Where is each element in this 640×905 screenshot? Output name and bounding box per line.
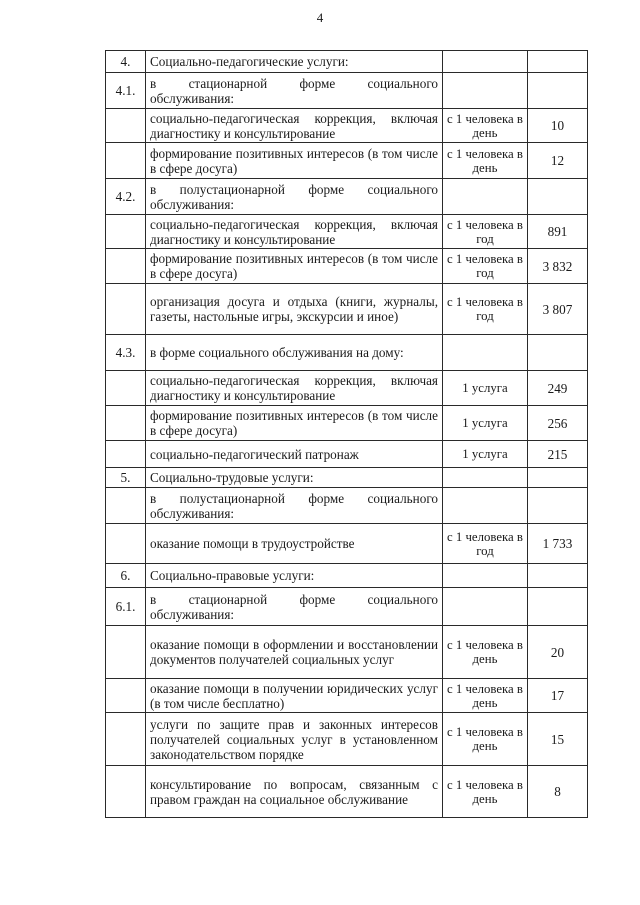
service-name: оказание помощи в трудоустройстве	[146, 524, 443, 564]
service-volume: 1 733	[528, 524, 588, 564]
row-number	[106, 713, 146, 766]
row-number: 4.1.	[106, 73, 146, 109]
service-volume: 249	[528, 371, 588, 406]
table-row	[106, 406, 588, 441]
service-name: в полустационарной форме социального обслуживания:	[146, 179, 443, 215]
table-row	[106, 713, 588, 766]
service-name: в форме социального обслуживания на дому:	[146, 335, 443, 371]
row-number	[106, 441, 146, 468]
table-row	[106, 371, 588, 406]
table-row	[106, 143, 588, 179]
page-number: 4	[316, 10, 324, 25]
unit-of-measure: с 1 человека в год	[443, 249, 528, 284]
table-row	[106, 468, 588, 488]
unit-of-measure: с 1 человека в год	[443, 284, 528, 335]
table-row	[106, 109, 588, 143]
row-number	[106, 371, 146, 406]
service-name: в полустационарной форме социального обслуживания:	[146, 488, 443, 524]
table-row	[106, 179, 588, 215]
unit-of-measure: с 1 человека в день	[443, 626, 528, 679]
service-volume: 215	[528, 441, 588, 468]
unit-of-measure: с 1 человека в день	[443, 109, 528, 143]
service-volume: 17	[528, 679, 588, 713]
service-name: Социально-трудовые услуги:	[146, 468, 443, 488]
table-row	[106, 441, 588, 468]
row-number	[106, 488, 146, 524]
service-volume	[528, 73, 588, 109]
row-number	[106, 249, 146, 284]
service-volume: 15	[528, 713, 588, 766]
row-number	[106, 284, 146, 335]
table-row	[106, 766, 588, 818]
unit-of-measure	[443, 588, 528, 626]
row-number: 5.	[106, 468, 146, 488]
table-row	[106, 564, 588, 588]
unit-of-measure	[443, 335, 528, 371]
service-name: формирование позитивных интересов (в том числе в сфере досуга)	[146, 249, 443, 284]
table-row	[106, 588, 588, 626]
unit-of-measure: с 1 человека в день	[443, 766, 528, 818]
unit-of-measure	[443, 51, 528, 73]
table-row	[106, 51, 588, 73]
service-volume: 3 807	[528, 284, 588, 335]
unit-of-measure	[443, 564, 528, 588]
row-number: 4.3.	[106, 335, 146, 371]
service-name: оказание помощи в получении юридических услуг (в том числе бесплатно)	[146, 679, 443, 713]
unit-of-measure: с 1 человека в год	[443, 524, 528, 564]
service-volume: 8	[528, 766, 588, 818]
services-table	[105, 50, 588, 818]
service-name: в стационарной форме социального обслуживания:	[146, 588, 443, 626]
row-number: 4.	[106, 51, 146, 73]
unit-of-measure	[443, 179, 528, 215]
service-name: формирование позитивных интересов (в том числе в сфере досуга)	[146, 143, 443, 179]
row-number	[106, 406, 146, 441]
unit-of-measure: с 1 человека в день	[443, 679, 528, 713]
row-number: 6.1.	[106, 588, 146, 626]
service-volume	[528, 564, 588, 588]
table-row	[106, 488, 588, 524]
service-name: оказание помощи в оформлении и восстановлении документов получателей социальных услуг	[146, 626, 443, 679]
service-volume: 10	[528, 109, 588, 143]
row-number	[106, 143, 146, 179]
service-name: социально-педагогическая коррекция, включая диагностику и консультирование	[146, 371, 443, 406]
unit-of-measure: 1 услуга	[443, 406, 528, 441]
service-volume	[528, 488, 588, 524]
service-name: формирование позитивных интересов (в том числе в сфере досуга)	[146, 406, 443, 441]
unit-of-measure: с 1 человека в год	[443, 215, 528, 249]
table-row	[106, 626, 588, 679]
service-name: социально-педагогическая коррекция, включая диагностику и консультирование	[146, 109, 443, 143]
unit-of-measure	[443, 468, 528, 488]
row-number	[106, 679, 146, 713]
service-volume	[528, 588, 588, 626]
service-volume	[528, 51, 588, 73]
service-volume: 891	[528, 215, 588, 249]
row-number	[106, 766, 146, 818]
service-name: социально-педагогическая коррекция, включая диагностику и консультирование	[146, 215, 443, 249]
unit-of-measure: 1 услуга	[443, 441, 528, 468]
unit-of-measure: 1 услуга	[443, 371, 528, 406]
service-volume: 256	[528, 406, 588, 441]
service-name: Социально-педагогические услуги:	[146, 51, 443, 73]
service-volume: 12	[528, 143, 588, 179]
service-name: в стационарной форме социального обслуживания:	[146, 73, 443, 109]
unit-of-measure: с 1 человека в день	[443, 713, 528, 766]
service-volume: 20	[528, 626, 588, 679]
row-number	[106, 524, 146, 564]
table-row	[106, 215, 588, 249]
service-volume	[528, 468, 588, 488]
services-table-body	[106, 51, 588, 818]
service-name: социально-педагогический патронаж	[146, 441, 443, 468]
table-row	[106, 73, 588, 109]
row-number: 6.	[106, 564, 146, 588]
service-volume	[528, 335, 588, 371]
table-row	[106, 524, 588, 564]
service-name: Социально-правовые услуги:	[146, 564, 443, 588]
row-number: 4.2.	[106, 179, 146, 215]
unit-of-measure	[443, 73, 528, 109]
service-name: услуги по защите прав и законных интересов получателей социальных услуг в установленном законодательством порядке	[146, 713, 443, 766]
table-row	[106, 335, 588, 371]
unit-of-measure	[443, 488, 528, 524]
row-number	[106, 109, 146, 143]
table-row	[106, 249, 588, 284]
service-volume: 3 832	[528, 249, 588, 284]
row-number	[106, 626, 146, 679]
service-volume	[528, 179, 588, 215]
service-name: консультирование по вопросам, связанным с правом граждан на социальное обслуживание	[146, 766, 443, 818]
row-number	[106, 215, 146, 249]
table-row	[106, 284, 588, 335]
service-name: организация досуга и отдыха (книги, журналы, газеты, настольные игры, экскурсии и иное)	[146, 284, 443, 335]
unit-of-measure: с 1 человека в день	[443, 143, 528, 179]
table-row	[106, 679, 588, 713]
